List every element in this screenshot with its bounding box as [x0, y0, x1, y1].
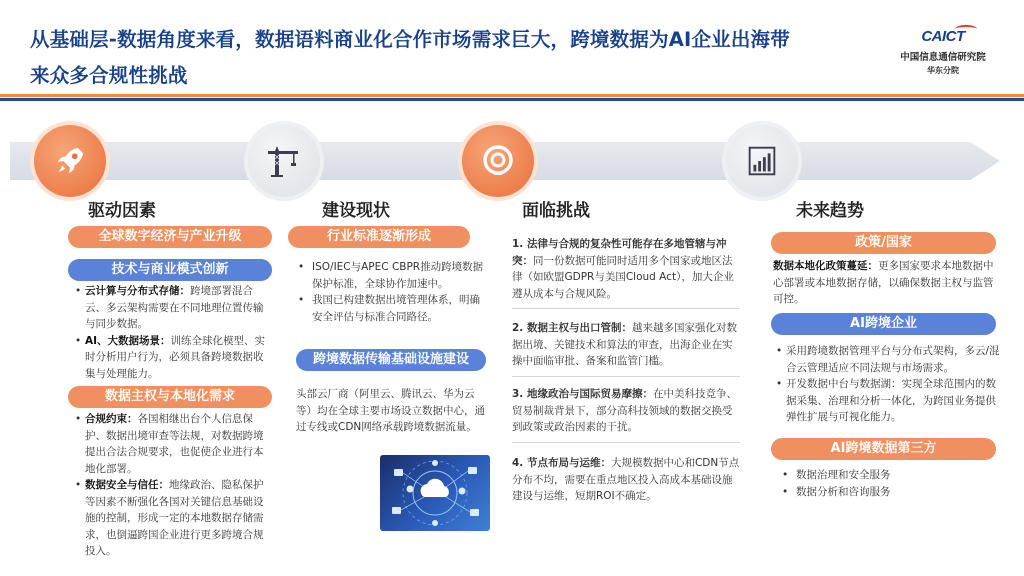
build-infrastructure-text: 头部云厂商（阿里云、腾讯云、华为云等）均在全球主要市场设立数据中心，通过专线或CDN网络承载跨境数据流量。 [296, 388, 485, 433]
list-item: • 采用跨境数据管理平台与分布式架构，多云/混合云管理适应不同法规与市场需求。 [776, 343, 1006, 376]
page-title [30, 22, 870, 94]
future-enterprise-list [776, 343, 1006, 426]
header-divider-blue [0, 98, 1024, 101]
list-item: • 数据分析和咨询服务 [780, 484, 1000, 501]
challenge-item-3: 3. 地缘政治与国际贸易摩擦：在中美科技竞争、贸易制裁背景下，部分高科技领域的数据交换受到政策或政治因素的干扰。 [512, 386, 740, 443]
challenge-item-2: 2. 数据主权与出口管制：越来越多国家强化对数据出境、关键技术和算法的审查，出海企业在实操中面临审批、备案和监管门槛。 [512, 320, 740, 377]
future-policy-text: 数据本地化政策蔓延：更多国家要求本地数据中心部署或本地数据存储，以确保数据主权与监管可控。 [773, 260, 994, 305]
list-item: • 开发数据中台与数据湖：实现全球范围内的数据采集、治理和分析一体化，为跨国业务提供弹性扩展与可视化能力。 [776, 376, 1006, 426]
build-standards-list [296, 259, 490, 325]
drive-pill-sovereignty: 数据主权与本地化需求 [68, 386, 272, 408]
logo-branch-name: 华东分院 [927, 66, 959, 75]
caict-logo [878, 26, 1008, 76]
build-heading: 建设现状 [322, 201, 390, 221]
logo-org-name: 中国信息通信研究院 [900, 52, 986, 63]
list-item: • AI、大数据场景：训练全球化模型、实时分析用户行为，必须具备跨境数据收集与处理能力。 [75, 333, 273, 383]
list-item: • ISO/IEC与APEC CBPR推动跨境数据保护标准，全球协作加速中。 [296, 259, 490, 292]
build-icon-circle [248, 125, 320, 197]
drive-pill-tech: 技术与商业模式创新 [68, 259, 272, 281]
build-pill-standards: 行业标准逐渐形成 [288, 226, 470, 248]
future-icon-circle [726, 125, 798, 197]
future-pill-third-party: AI跨境数据第三方 [771, 438, 996, 460]
logo-mark: CAICT [921, 28, 965, 45]
challenge-icon-circle [462, 125, 534, 197]
drive-pill-economy: 全球数字经济与产业升级 [68, 226, 272, 248]
crane-icon [264, 141, 304, 181]
list-item: • 合规约束：各国相继出台个人信息保护、数据出境审查等法规，对数据跨境提出合法合规要求，也促使企业进行本地化部署。 [75, 411, 273, 477]
build-pill-infrastructure: 跨境数据传输基础设施建设 [296, 349, 486, 371]
future-pill-policy: 政策/国家 [771, 232, 996, 254]
drive-icon-circle [34, 125, 106, 197]
page-title-line-1: 从基础层-数据角度来看，数据语料商业化合作市场需求巨大，跨境数据为AI企业出海带 [30, 28, 790, 51]
target-icon [478, 141, 518, 181]
drive-heading: 驱动因素 [88, 201, 156, 221]
list-item: • 数据治理和安全服务 [780, 467, 1000, 484]
cloud-network-image [380, 455, 490, 531]
drive-sovereignty-list [75, 411, 273, 560]
future-heading: 未来趋势 [796, 201, 864, 221]
page-title-line-2: 来众多合规性挑战 [30, 64, 188, 87]
header-divider-orange [0, 94, 1024, 97]
list-item: • 云计算与分布式存储：跨境部署混合云、多云架构需要在不同地理位置传输与同步数据。 [75, 283, 273, 333]
list-item: • 我国已构建数据出境管理体系，明确安全评估与标准合同路径。 [296, 292, 490, 325]
challenge-heading: 面临挑战 [522, 201, 590, 221]
growth-chart-icon [743, 142, 781, 180]
rocket-icon [51, 142, 89, 180]
future-third-party-list [780, 467, 1000, 500]
challenge-item-4: 4. 节点布局与运维：大规模数据中心和CDN节点分布不均，需要在重点地区投入高成本基础设施建设与运维，短期ROI不确定。 [512, 457, 740, 502]
drive-tech-list [75, 283, 273, 382]
list-item: • 数据安全与信任：地缘政治、隐私保护等因素不断强化各国对关键信息基础设施的控制，形成一定的本地数据存储需求，也倒逼跨国企业进行更多跨境合规投入。 [75, 477, 273, 560]
challenge-item-1: 1. 法律与合规的复杂性可能存在多地管辖与冲突：同一份数据可能同时适用多个国家或地区法律（如欧盟GDPR与美国Cloud Act），加大企业遵从成本与合规风险。 [512, 236, 740, 309]
future-pill-ai-enterprise: AI跨境企业 [771, 313, 996, 335]
